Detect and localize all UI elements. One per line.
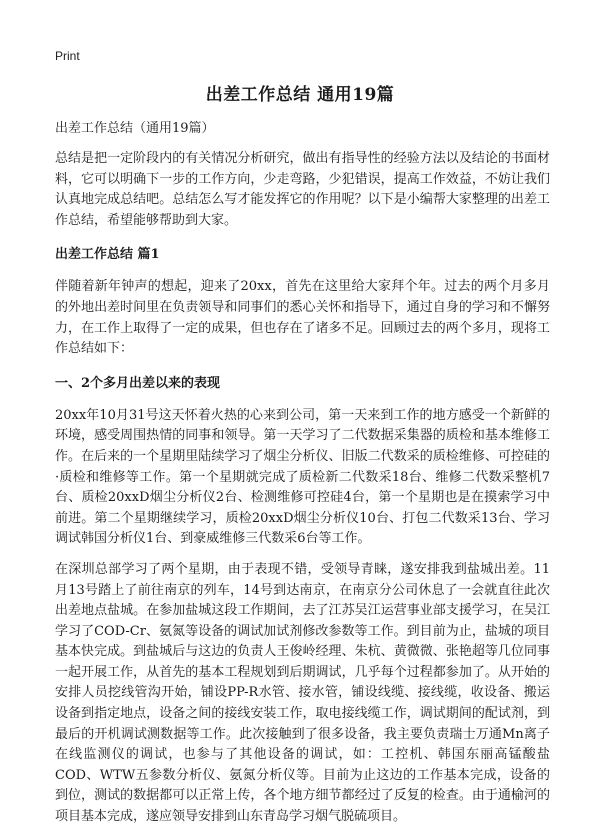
section-paragraph: 伴随着新年钟声的想起，迎来了20xx，首先在这里给大家拜个年。过去的两个月多月的外地出差时间里在负责领导和同事们的悉心关怀和指导下，通过自身的学习和不懈努力，在工作上取得了一定的成果，但也存在了诸多不足。回顾过去的两个多月，现将工作总结如下： (55, 279, 550, 357)
subsection-heading: 一、2个多月出差以来的表现 (55, 375, 221, 391)
section-paragraph: 20xx年10月31号这天怀着火热的心来到公司，第一天来到工作的地方感受一个新鲜的环境，感受周围热情的同事和领导。第一天学习了二代数据采集器的质检和基本维修工作。在后来的一个星期里陆续学习了烟尘分析仪、旧版二代数采的质检维修、可控硅的·质检和维修等工作。第一个星期就完成了质检新二代数采18台、维修二代数采整机7台、质检20xxD烟尘分析仪2台、检测维修可控硅4台，第一个星期也是在摸索学习中前进。第二个星期继续学习，质检20xxD烟尘分析仪10台、打包二代数采13台、学习调试韩国分析仪1台、到豪威维修三代数采6台等工作。 (55, 407, 550, 547)
section-paragraph: 在深圳总部学习了两个星期，由于表现不错，受领导青睐，遂安排我到盐城出差。11月13号踏上了前往南京的列车，14号到达南京，在南京分公司休息了一会就直往此次出差地点盐城。在参加盐城这段工作期间，去了江苏吴江运营事业部支援学习，在吴江学习了COD-Cr、氨氮等设备的调试加试剂修改参数等工作。到目前为止，盐城的项目基本快完成。到盐城后与这边的负责人王俊岭经理、朱杭、黄微微、张艳超等几位同事一起开展工作，从首先的基本工程规划到后期调试，几乎每个过程都参加了。从开始的安排人员挖线管沟开始，铺设PP-R水管、接水管，铺设线缆、接线缆，收设备、搬运设备到指定地点，设备之间的接线安装工作，取电接线缆工作，调试期间的配试剂，到最后的开机调试测数据等工作。此次接触到了很多设备，我主要负责瑞士万通Mn离子在线监测仪的调试，也参与了其他设备的调试，如：工控机、韩国东丽高锰酸盐COD、WTW五参数分析仪、氨氮分析仪等。目前为止这边的工作基本完成，设备的到位，测试的数据都可以正常上传，各个地方细节都经过了反复的检查。由于通榆河的项目基本完成，遂应领导安排到山东青岛学习烟气脱硫项目。 (55, 561, 550, 825)
print-link[interactable]: Print (55, 49, 80, 63)
document-subtitle: 出差工作总结（通用19篇） (55, 121, 215, 136)
document-title: 出差工作总结 通用19篇 (205, 85, 395, 105)
intro-paragraph: 总结是把一定阶段内的有关情况分析研究，做出有指导性的经验方法以及结论的书面材料，它可以明确下一步的工作方向，少走弯路，少犯错误，提高工作效益，不妨让我们认真地完成总结吧。总结怎么写才能发挥它的作用呢？以下是小编帮大家整理的出差工作总结，希望能够帮助到大家。 (55, 151, 550, 228)
section-heading: 出差工作总结 篇1 (55, 247, 160, 263)
document-body (55, 119, 550, 828)
